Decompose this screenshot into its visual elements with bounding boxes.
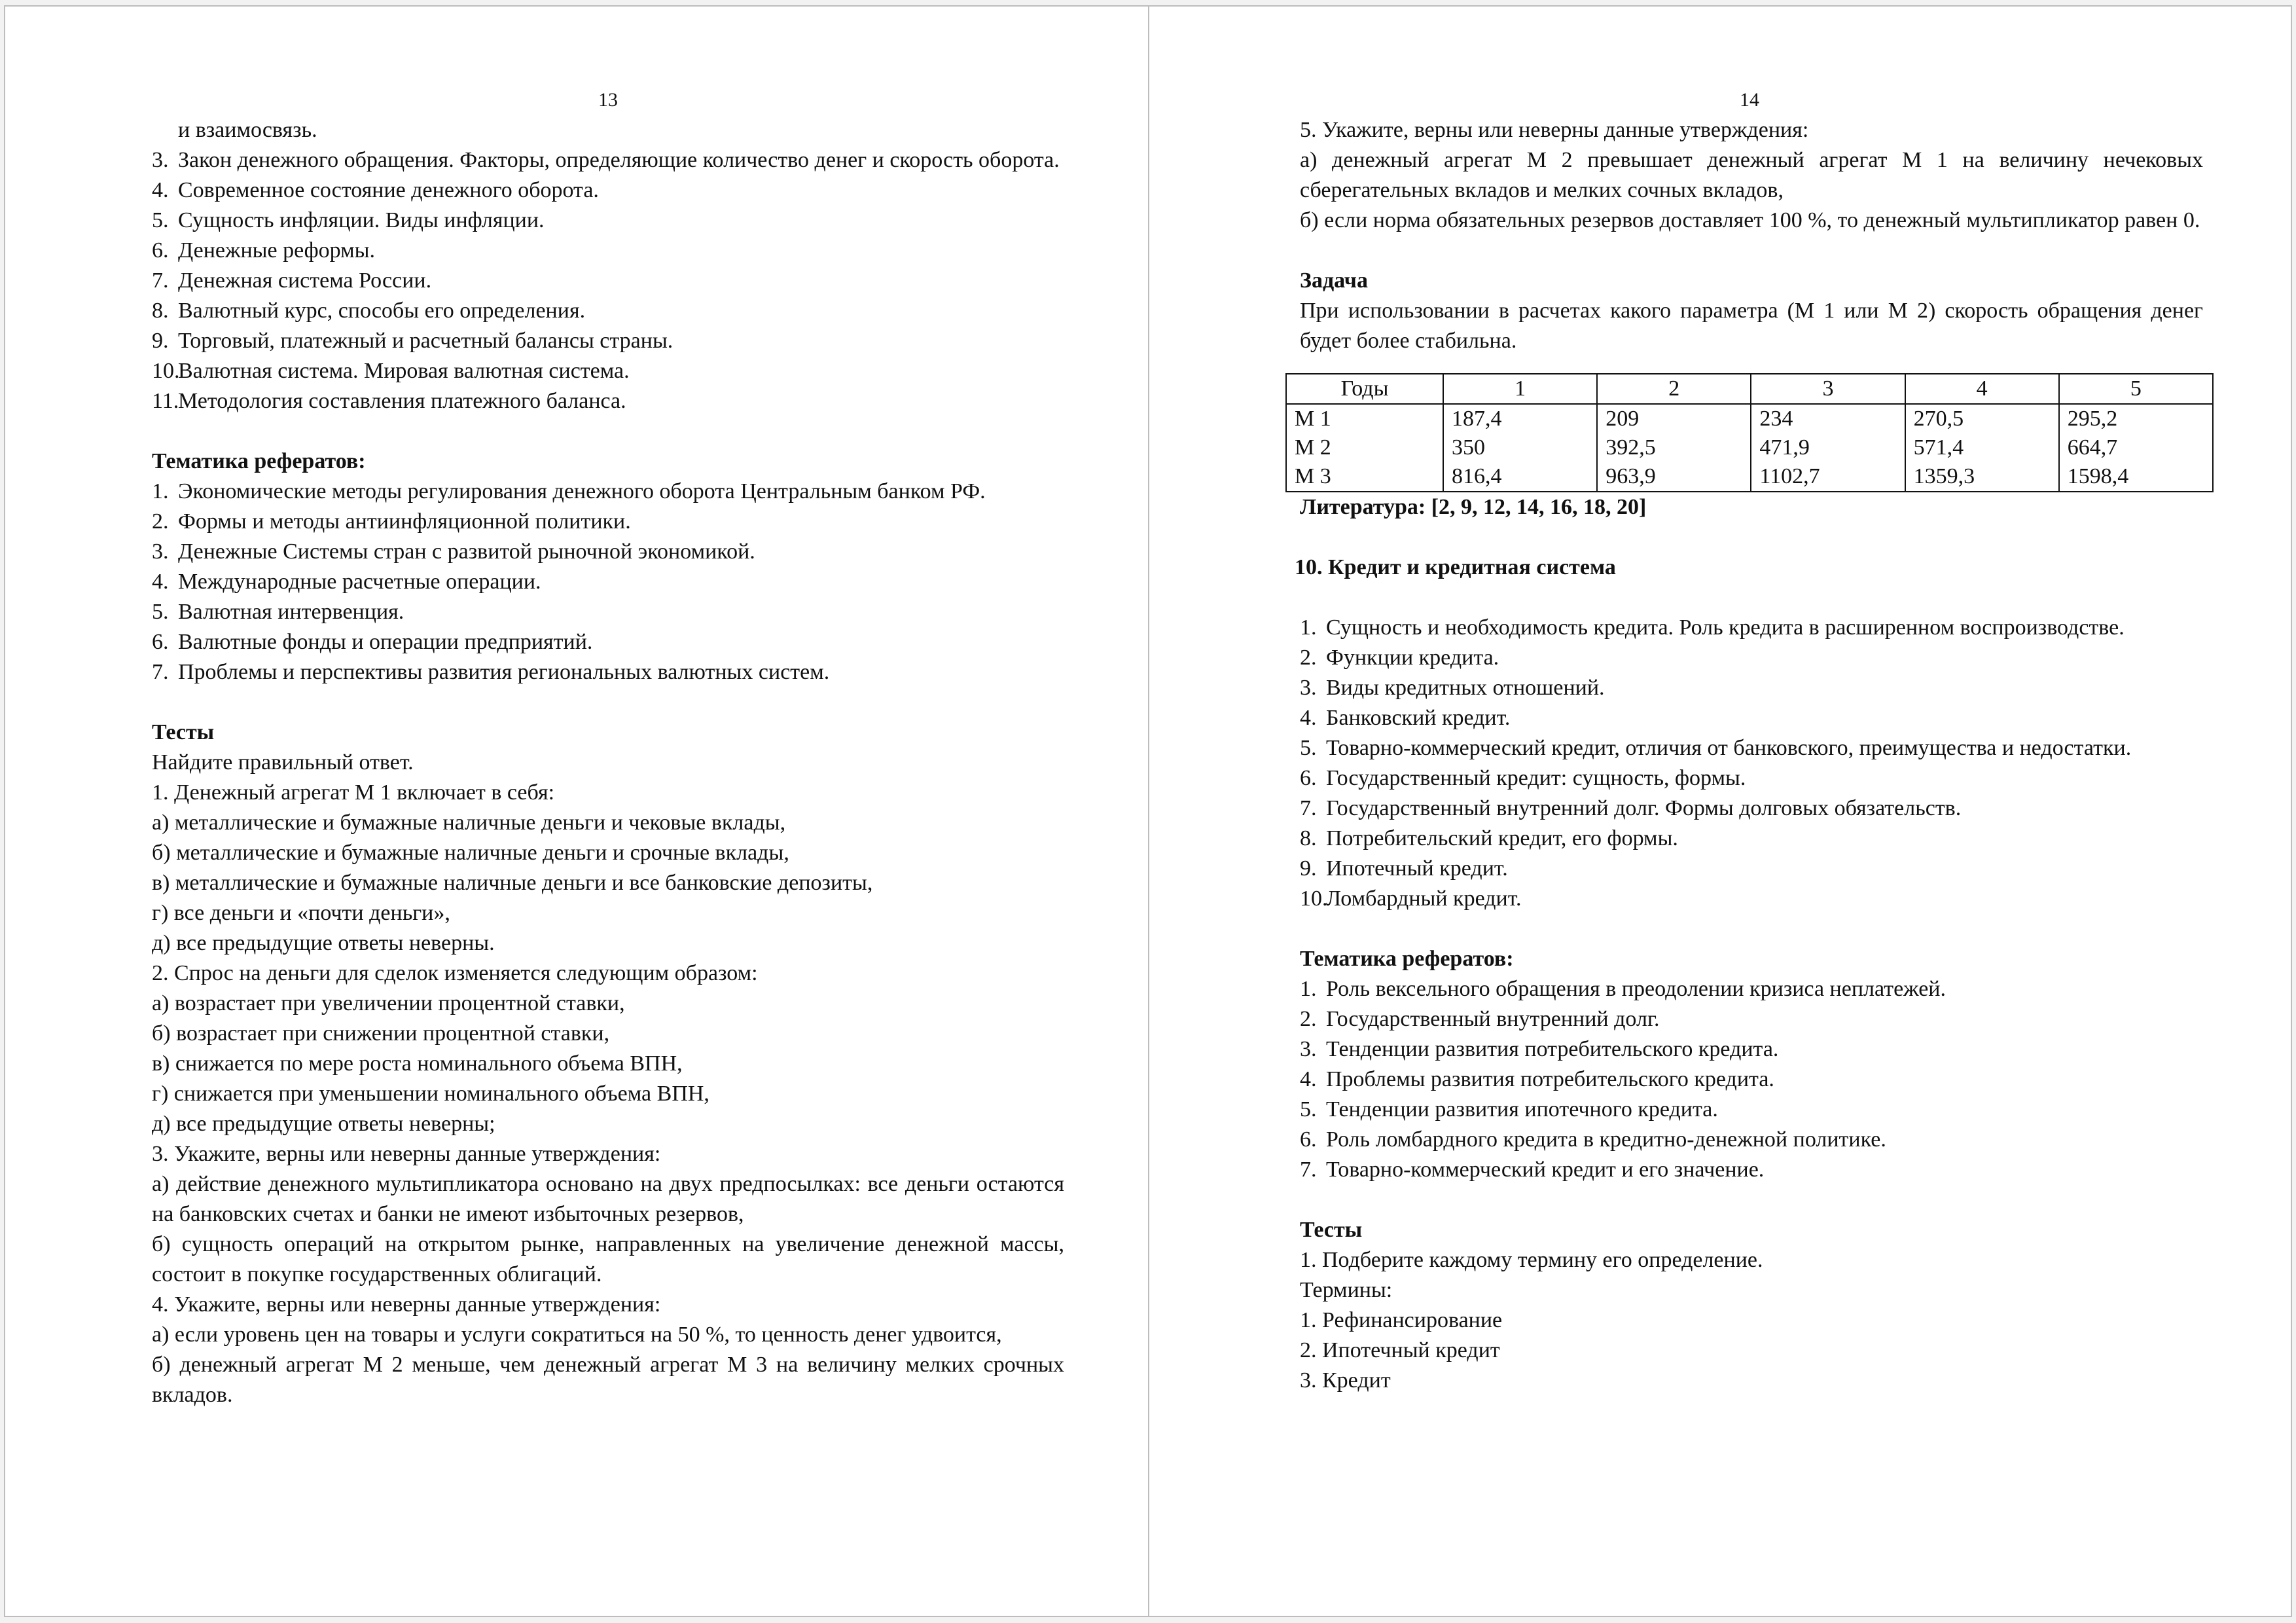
- text-line: б) сущность операций на открытом рынке, направленных на увеличение денежной массы, состоит в покупке государственных облигаций.: [152, 1232, 1064, 1286]
- item-text: Сущность инфляции. Виды инфляции.: [178, 208, 545, 232]
- item-number: 6.: [152, 630, 169, 654]
- list-item: [1300, 793, 2203, 824]
- item-number: 7.: [152, 268, 169, 293]
- section-heading: 10. Кредит и кредитная система: [1295, 555, 1616, 579]
- list-item: [1300, 703, 2203, 733]
- item-text: Товарно-коммерческий кредит, отличия от банковского, преимущества и недостатки.: [1326, 736, 2132, 760]
- item-text: Тенденции развития потребительского кредита.: [1326, 1037, 1779, 1061]
- left-column: [152, 115, 1064, 1410]
- list-item: [1300, 1155, 2203, 1185]
- questions-list: [1300, 613, 2203, 914]
- item-text: Государственный внутренний долг.: [1326, 1007, 1660, 1031]
- item-number: 9.: [1300, 856, 1317, 881]
- tests-block: [152, 748, 1064, 1410]
- text-line: в) снижается по мере роста номинального объема ВПН,: [152, 1051, 683, 1076]
- table-cell: 2: [1597, 374, 1751, 404]
- list-item: [152, 477, 1064, 507]
- item-text: Денежная система России.: [178, 268, 432, 293]
- item-text: Современное состояние денежного оборота.: [178, 178, 599, 202]
- table-cell: 664,7: [2059, 433, 2213, 462]
- item-number: 5.: [1300, 1097, 1317, 1122]
- table-cell: 1: [1443, 374, 1597, 404]
- table-cell: 392,5: [1597, 433, 1751, 462]
- item-text: Сущность и необходимость кредита. Роль кредита в расширенном воспроизводстве.: [1326, 615, 2125, 640]
- text-line: а) денежный агрегат М 2 превышает денежный агрегат М 1 на величину нечековых сберегательных вкладов и мелких сочных вкладов,: [1300, 148, 2203, 202]
- table-cell: 1598,4: [2059, 462, 2213, 492]
- item-number: 6.: [1300, 1127, 1317, 1152]
- item-number: 1.: [1300, 615, 1317, 640]
- text-line: в) металлические и бумажные наличные деньги и все банковские депозиты,: [152, 871, 873, 895]
- item-number: 5.: [152, 600, 169, 624]
- table-cell: 471,9: [1751, 433, 1905, 462]
- item-text: Государственный кредит: сущность, формы.: [1326, 766, 1746, 790]
- list-item: [152, 175, 1064, 206]
- right-column: [1295, 115, 2203, 1396]
- text-line: а) металлические и бумажные наличные деньги и чековые вклады,: [152, 811, 786, 835]
- tests-heading: Тесты: [1300, 1218, 1363, 1242]
- item-text: Роль вексельного обращения в преодолении кризиса неплатежей.: [1326, 977, 1946, 1001]
- item-number: 11.: [152, 389, 179, 413]
- item-text: Международные расчетные операции.: [178, 570, 541, 594]
- item-number: 2.: [152, 509, 169, 534]
- list-item: [152, 145, 1064, 175]
- list-item: [1300, 1034, 2203, 1065]
- table-cell: 963,9: [1597, 462, 1751, 492]
- item-number: 2.: [1300, 646, 1317, 670]
- list-item: [1300, 733, 2203, 763]
- item-text: Методология составления платежного баланса.: [178, 389, 626, 413]
- table-cell: 350: [1443, 433, 1597, 462]
- text-line: 3. Укажите, верны или неверны данные утверждения:: [152, 1142, 661, 1166]
- item-text: Формы и методы антиинфляционной политики.: [178, 509, 631, 534]
- item-text: Государственный внутренний долг. Формы долговых обязательств.: [1326, 796, 1962, 820]
- item-number: 8.: [1300, 826, 1317, 850]
- topics-list: [1300, 974, 2203, 1185]
- table-cell: 234: [1751, 404, 1905, 433]
- literature-line: Литература: [2, 9, 12, 14, 16, 18, 20]: [1300, 495, 1647, 519]
- tests-block: [1300, 1245, 2203, 1396]
- table-cell: М 1: [1286, 404, 1443, 433]
- item-number: 3.: [1300, 676, 1317, 700]
- list-item: [1300, 854, 2203, 884]
- text-line: 1. Рефинансирование: [1300, 1308, 1503, 1332]
- questions-list: [152, 145, 1064, 416]
- page-right: [1148, 5, 2292, 1617]
- item-number: 7.: [152, 660, 169, 684]
- table-cell: 3: [1751, 374, 1905, 404]
- item-number: 5.: [152, 208, 169, 232]
- page-number: 13: [598, 89, 618, 111]
- tests-heading: Тесты: [152, 720, 215, 744]
- item-number: 5.: [1300, 736, 1317, 760]
- table-cell: 5: [2059, 374, 2213, 404]
- list-item: [1300, 1004, 2203, 1034]
- text-line: Термины:: [1300, 1278, 1393, 1302]
- table-cell: 295,2: [2059, 404, 2213, 433]
- item-number: 10.: [152, 359, 180, 383]
- table-cell: Годы: [1286, 374, 1443, 404]
- item-text: Товарно-коммерческий кредит и его значение.: [1326, 1158, 1765, 1182]
- item-text: Валютные фонды и операции предприятий.: [178, 630, 593, 654]
- text-line: 1. Денежный агрегат М 1 включает в себя:: [152, 780, 555, 805]
- text-line: а) действие денежного мультипликатора основано на двух предпосылках: все деньги остаются на банковских счетах и банки не имеют избыточных резервов,: [152, 1172, 1064, 1226]
- text-line: б) возрастает при снижении процентной ставки,: [152, 1021, 610, 1046]
- list-item: [152, 597, 1064, 627]
- page-number: 14: [1740, 89, 1759, 111]
- text-line: 2. Ипотечный кредит: [1300, 1338, 1500, 1362]
- item-text: Проблемы развития потребительского кредита.: [1326, 1067, 1774, 1091]
- table-cell: М 3: [1286, 462, 1443, 492]
- list-item: [152, 206, 1064, 236]
- topics-heading: Тематика рефератов:: [152, 449, 366, 473]
- table-row: [1286, 404, 2213, 433]
- topics-heading: Тематика рефератов:: [1300, 947, 1514, 971]
- list-item: [1300, 1095, 2203, 1125]
- list-item: [1300, 673, 2203, 703]
- list-item: [1300, 884, 2203, 914]
- table-row: [1286, 374, 2213, 404]
- question-5-block: [1300, 115, 2203, 236]
- item-number: 9.: [152, 329, 169, 353]
- list-item: [1300, 1065, 2203, 1095]
- item-number: 7.: [1300, 1158, 1317, 1182]
- list-item: [152, 296, 1064, 326]
- item-number: 4.: [152, 178, 169, 202]
- continuation-line: и взаимосвязь.: [178, 118, 317, 142]
- item-text: Валютная система. Мировая валютная система.: [178, 359, 630, 383]
- list-item: [152, 356, 1064, 386]
- list-item: [1300, 974, 2203, 1004]
- text-line: 3. Кредит: [1300, 1368, 1391, 1393]
- item-text: Потребительский кредит, его формы.: [1326, 826, 1678, 850]
- item-text: Виды кредитных отношений.: [1326, 676, 1605, 700]
- text-line: б) металлические и бумажные наличные деньги и срочные вклады,: [152, 841, 789, 865]
- item-number: 3.: [152, 539, 169, 564]
- list-item: [152, 627, 1064, 657]
- list-item: [152, 507, 1064, 537]
- task-text: При использовании в расчетах какого параметра (М 1 или М 2) скорость обращения денег будет более стабильна.: [1300, 299, 2203, 353]
- list-item: [1300, 763, 2203, 793]
- text-line: г) снижается при уменьшении номинального объема ВПН,: [152, 1082, 709, 1106]
- item-text: Валютная интервенция.: [178, 600, 404, 624]
- table-row: [1286, 462, 2213, 492]
- list-item: [152, 567, 1064, 597]
- task-heading: Задача: [1300, 268, 1368, 293]
- text-line: 2. Спрос на деньги для сделок изменяется следующим образом:: [152, 961, 758, 985]
- list-item: [152, 326, 1064, 356]
- table-cell: 1102,7: [1751, 462, 1905, 492]
- table-cell: 209: [1597, 404, 1751, 433]
- table-cell: 571,4: [1905, 433, 2059, 462]
- item-number: 6.: [1300, 766, 1317, 790]
- item-number: 6.: [152, 238, 169, 263]
- item-text: Торговый, платежный и расчетный балансы страны.: [178, 329, 673, 353]
- list-item: [152, 386, 1064, 416]
- item-number: 3.: [152, 148, 169, 172]
- page-left: [4, 5, 1149, 1617]
- text-line: а) возрастает при увеличении процентной ставки,: [152, 991, 625, 1015]
- item-text: Тенденции развития ипотечного кредита.: [1326, 1097, 1718, 1122]
- item-number: 1.: [1300, 977, 1317, 1001]
- item-number: 7.: [1300, 796, 1317, 820]
- text-line: Найдите правильный ответ.: [152, 750, 414, 775]
- text-line: а) если уровень цен на товары и услуги сократиться на 50 %, то ценность денег удвоится,: [152, 1322, 1002, 1347]
- item-text: Денежные Системы стран с развитой рыночной экономикой.: [178, 539, 755, 564]
- text-line: г) все деньги и «почти деньги»,: [152, 901, 450, 925]
- table-row: [1286, 433, 2213, 462]
- item-number: 10.: [1300, 886, 1328, 911]
- list-item: [1300, 1125, 2203, 1155]
- item-text: Ломбардный кредит.: [1326, 886, 1522, 911]
- table-cell: 1359,3: [1905, 462, 2059, 492]
- list-item: [1300, 824, 2203, 854]
- table-cell: 4: [1905, 374, 2059, 404]
- list-item: [1300, 643, 2203, 673]
- list-item: [1300, 613, 2203, 643]
- item-number: 4.: [1300, 706, 1317, 730]
- item-text: Ипотечный кредит.: [1326, 856, 1508, 881]
- table-cell: М 2: [1286, 433, 1443, 462]
- item-number: 8.: [152, 299, 169, 323]
- item-number: 4.: [152, 570, 169, 594]
- list-item: [152, 266, 1064, 296]
- item-number: 3.: [1300, 1037, 1317, 1061]
- list-item: [152, 657, 1064, 687]
- item-number: 2.: [1300, 1007, 1317, 1031]
- item-text: Роль ломбардного кредита в кредитно-денежной политике.: [1326, 1127, 1886, 1152]
- text-line: д) все предыдущие ответы неверны.: [152, 931, 495, 955]
- item-number: 4.: [1300, 1067, 1317, 1091]
- table-cell: 270,5: [1905, 404, 2059, 433]
- list-item: [152, 537, 1064, 567]
- text-line: д) все предыдущие ответы неверны;: [152, 1112, 495, 1136]
- item-text: Закон денежного обращения. Факторы, определяющие количество денег и скорость оборота.: [178, 148, 1060, 172]
- item-number: 1.: [152, 479, 169, 503]
- text-line: б) денежный агрегат М 2 меньше, чем денежный агрегат М 3 на величину мелких срочных вкладов.: [152, 1353, 1064, 1407]
- list-item: [152, 236, 1064, 266]
- item-text: Банковский кредит.: [1326, 706, 1511, 730]
- item-text: Функции кредита.: [1326, 646, 1499, 670]
- text-line: б) если норма обязательных резервов доставляет 100 %, то денежный мультипликатор равен 0.: [1300, 208, 2200, 232]
- text-line: 4. Укажите, верны или неверны данные утверждения:: [152, 1292, 661, 1317]
- item-text: Проблемы и перспективы развития региональных валютных систем.: [178, 660, 830, 684]
- money-aggregates-table: [1285, 373, 2214, 492]
- item-text: Денежные реформы.: [178, 238, 375, 263]
- item-text: Экономические методы регулирования денежного оборота Центральным банком РФ.: [178, 479, 986, 503]
- item-text: Валютный курс, способы его определения.: [178, 299, 586, 323]
- topics-list: [152, 477, 1064, 687]
- text-line: 5. Укажите, верны или неверны данные утверждения:: [1300, 118, 1809, 142]
- table-cell: 816,4: [1443, 462, 1597, 492]
- text-line: 1. Подберите каждому термину его определение.: [1300, 1248, 1763, 1272]
- table-cell: 187,4: [1443, 404, 1597, 433]
